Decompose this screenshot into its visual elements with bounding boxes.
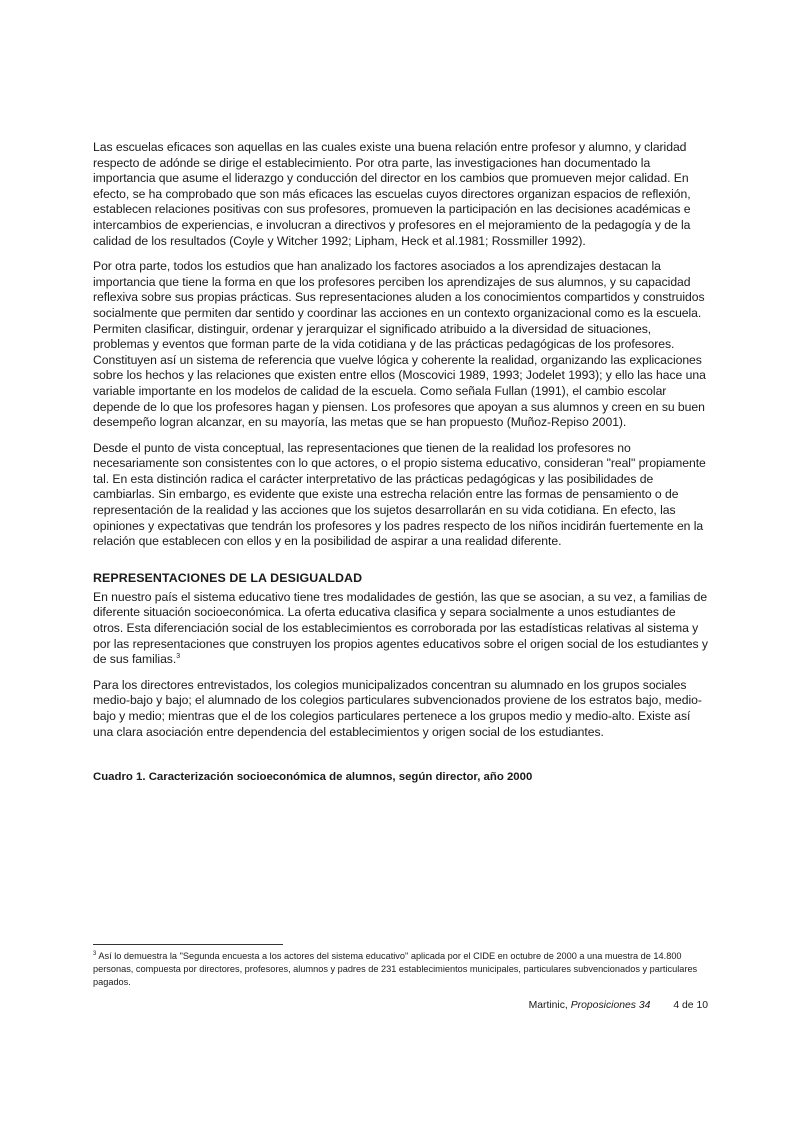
page-number: 4 de 10 <box>673 1000 708 1011</box>
footnote-number: 3 <box>93 950 97 957</box>
paragraph-sistema-educativo <box>93 590 708 668</box>
paragraph-punto-de-vista-conceptual: Desde el punto de vista conceptual, las representaciones que tienen de la realidad los profesores no necesariamente son consistentes con lo que actores, o el propio sistema educativo, consideran "real" propiamente tal. En esta distinción radica el carácter interpretativo de las prácticas pedagógicas y las posibilidades de cambiarlas. Sin embargo, es evidente que existe una estrecha relación entre las formas de pensamiento o de representación de la realidad y las acciones que los sujetos desarrollarán en su vida cotidiana. En efecto, las opiniones y expectativas que tendrán los profesores y los padres respecto de los niños incidirán fuertemente en la relación que establecen con ellos y en la posibilidad de aspirar a una realidad diferente. <box>93 440 706 549</box>
footnote-reference[interactable]: 3 <box>176 653 181 661</box>
page-footer <box>93 999 708 1013</box>
paragraph-representaciones-profesores: Por otra parte, todos los estudios que han analizado los factores asociados a los aprendizajes destacan la importancia que tiene la forma en que los profesores perciben los aprendizajes de sus alumnos, y su capacidad reflexiva sobre sus propias prácticas. Sus representaciones aluden a los conocimientos compartidos y construidos socialmente que permiten dar sentido y coordinar las acciones en un contexto organizacional como es la escuela. Permiten clasificar, distinguir, ordenar y jerarquizar el significado atribuido a la diversidad de situaciones, problemas y eventos que forman parte de la vida cotidiana y de las prácticas pedagógicas de los profesores. Constituyen así un sistema de referencia que vuelve lógica y coherente la realidad, organizando las explicaciones sobre los hechos y las relaciones que existen entre ellos (Moscovici 1989, 1993; Jodelet 1993); y ello las hace una variable importante en los modelos de calidad de la escuela. Como señala Fullan (1991), el cambio escolar depende de lo que los profesores hagan y piensen. Los profesores que apoyan a sus alumnos y creen en su buen desempeño logran alcanzar, en su mayoría, las metas que se han propuesto (Muñoz-Repiso 2001). <box>93 259 706 430</box>
footnote <box>93 950 708 990</box>
section-heading: REPRESENTACIONES DE LA DESIGUALDAD <box>93 570 363 585</box>
paragraph-directores-entrevistados: Para los directores entrevistados, los colegios municipalizados concentran su alumnado en los grupos sociales medio-bajo y bajo; el alumnado de los colegios particulares subvencionados proviene de los estratos bajo, medio-bajo y medio; mientras que el de los colegios particulares pertenece a los grupos medio y medio-alto. Existe así una clara asociación entre dependencia del establecimientos y origen social de los estudiantes. <box>93 677 702 739</box>
paragraph-escuelas-eficaces: Las escuelas eficaces son aquellas en las cuales existe una buena relación entre profesor y alumno, y claridad respecto de adónde se dirige el establecimiento. Por otra parte, las investigaciones han documentado la importancia que asume el liderazgo y conducción del director en los cambios que promueven mejor calidad. En efecto, se ha comprobado que son más eficaces las escuelas cuyos directores organizan espacios de reflexión, establecen relaciones positivas con sus profesores, promueven la participación en las decisiones académicas e intercambios de experiencias, e involucran a directivos y profesores en el mejoramiento de la pedagogía y de la calidad de los resultados (Coyle y Witcher 1992; Lipham, Heck et al.1981; Rossmiller 1992). <box>93 140 691 248</box>
footnote-text: Así lo demuestra la "Segunda encuesta a los actores del sistema educativo" aplicada por el CIDE en octubre de 2000 a una muestra de 14.800 personas, compuesta por directores, profesores, alumnos y padres de 231 establecimientos municipales, particulares subvencionados y particulares pagados. <box>93 951 698 988</box>
document-body <box>93 140 708 785</box>
footnote-divider <box>93 944 283 945</box>
table-caption: Cuadro 1. Caracterización socioeconómica de alumnos, según director, año 2000 <box>93 771 533 784</box>
footer-author: Martinic, <box>528 1000 568 1011</box>
paragraph-sistema-educativo-text: En nuestro país el sistema educativo tiene tres modalidades de gestión, las que se asocian, a su vez, a familias de diferente situación socioeconómica. La oferta educativa clasifica y separa socialmente a unos estudiantes de otros. Esta diferenciación social de los establecimientos es corroborada por las estadísticas relativas al sistema y por las representaciones que construyen los propios agentes educativos sobre el origen social de los estudiantes y de sus familias. <box>93 589 708 667</box>
footer-journal: Proposiciones 34 <box>570 1000 651 1011</box>
